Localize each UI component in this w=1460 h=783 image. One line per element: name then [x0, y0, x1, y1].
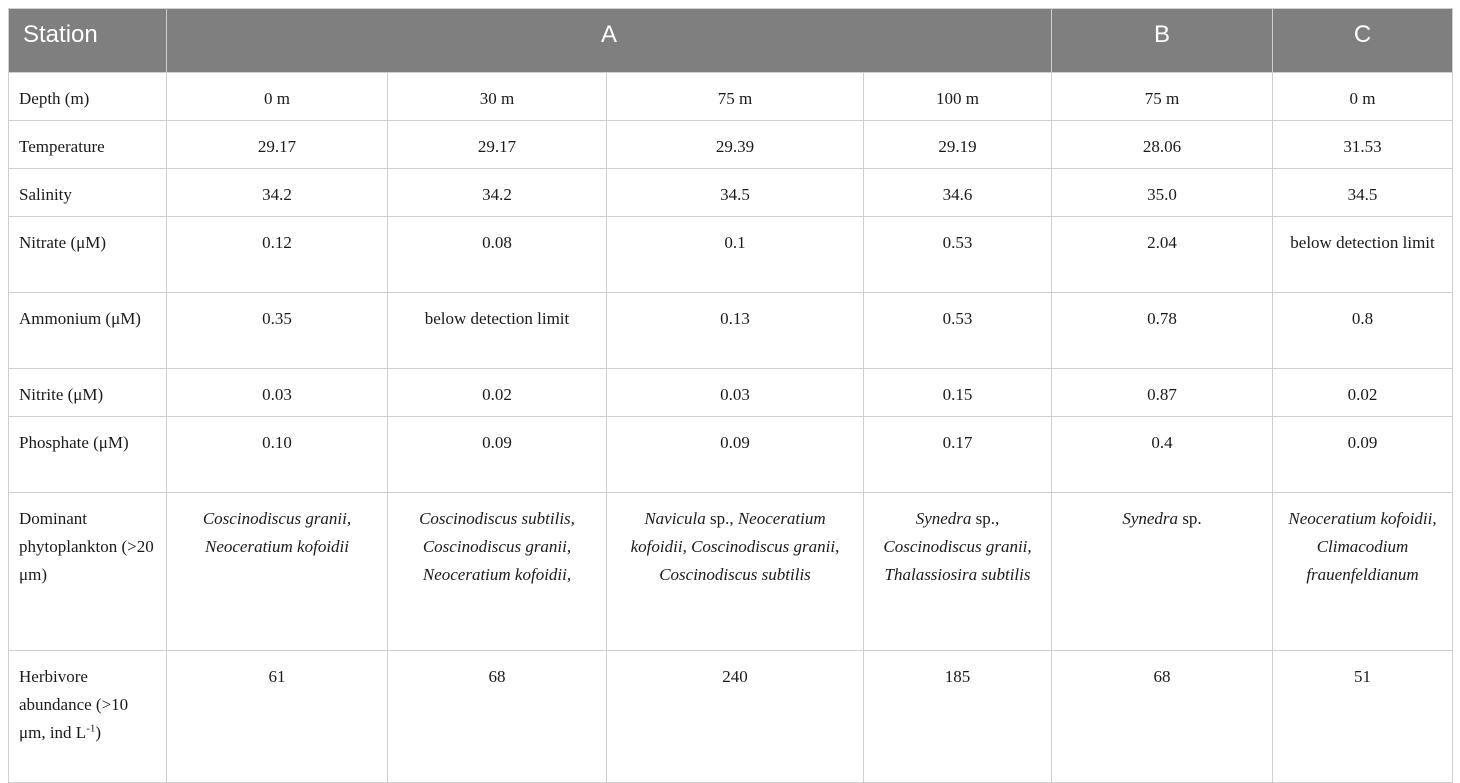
header-station-a: A	[167, 9, 1052, 73]
table-row-salinity	[9, 169, 1453, 217]
cell-value: 240	[607, 651, 864, 783]
cell-value: 68	[388, 651, 607, 783]
cell-value: 34.5	[607, 169, 864, 217]
cell-value: 0.09	[388, 417, 607, 493]
cell-value: 29.39	[607, 121, 864, 169]
cell-value: Navicula sp., Neoceratium kofoidii, Coscinodiscus granii, Coscinodiscus subtilis	[607, 493, 864, 651]
cell-value: 0.78	[1052, 293, 1273, 369]
header-row	[9, 9, 1453, 73]
row-label-text: Herbivore abundance (>10 μm, ind L	[19, 667, 129, 742]
cell-value: 0.02	[388, 369, 607, 417]
row-label: Ammonium (μM)	[9, 293, 167, 369]
cell-value: below detection limit	[1273, 217, 1453, 293]
cell-value: 31.53	[1273, 121, 1453, 169]
cell-value: 29.17	[167, 121, 388, 169]
cell-value: 0.53	[864, 293, 1052, 369]
cell-value: 0.10	[167, 417, 388, 493]
cell-value: 34.2	[167, 169, 388, 217]
table-row-depth	[9, 73, 1453, 121]
row-label: Depth (m)	[9, 73, 167, 121]
table-row-nitrite	[9, 369, 1453, 417]
cell-value: 29.19	[864, 121, 1052, 169]
cell-value: 34.2	[388, 169, 607, 217]
cell-value: 0.08	[388, 217, 607, 293]
cell-value: 34.5	[1273, 169, 1453, 217]
cell-value: below detection limit	[388, 293, 607, 369]
row-label: Nitrate (μM)	[9, 217, 167, 293]
cell-value: 28.06	[1052, 121, 1273, 169]
cell-value: 0.35	[167, 293, 388, 369]
cell-value: 100 m	[864, 73, 1052, 121]
cell-value: 0.13	[607, 293, 864, 369]
row-label	[9, 651, 167, 783]
cell-value: 0.02	[1273, 369, 1453, 417]
cell-value: 0.09	[1273, 417, 1453, 493]
cell-value: 0.17	[864, 417, 1052, 493]
cell-value: 34.6	[864, 169, 1052, 217]
cell-value: 0.8	[1273, 293, 1453, 369]
cell-value: 2.04	[1052, 217, 1273, 293]
cell-value: Neoceratium kofoidii, Climacodium frauenfeldianum	[1273, 493, 1453, 651]
cell-value: 185	[864, 651, 1052, 783]
cell-value: 0 m	[167, 73, 388, 121]
cell-value: 0.03	[607, 369, 864, 417]
cell-value: 75 m	[1052, 73, 1273, 121]
row-label-superscript: -1	[86, 722, 96, 735]
cell-value: 0.09	[607, 417, 864, 493]
cell-value: 51	[1273, 651, 1453, 783]
cell-value: Synedra sp., Coscinodiscus granii, Thalassiosira subtilis	[864, 493, 1052, 651]
cell-value: 0.87	[1052, 369, 1273, 417]
cell-value: 0.53	[864, 217, 1052, 293]
cell-value: 29.17	[388, 121, 607, 169]
cell-value: Coscinodiscus subtilis, Coscinodiscus granii, Neoceratium kofoidii,	[388, 493, 607, 651]
cell-value: 0.15	[864, 369, 1052, 417]
row-label: Phosphate (μM)	[9, 417, 167, 493]
row-label-end: )	[95, 723, 102, 742]
table-row-temperature	[9, 121, 1453, 169]
table-row-phosphate	[9, 417, 1453, 493]
header-station-b: B	[1052, 9, 1273, 73]
cell-value: 61	[167, 651, 388, 783]
table-row-nitrate	[9, 217, 1453, 293]
table-row-ammonium	[9, 293, 1453, 369]
cell-value: 30 m	[388, 73, 607, 121]
row-label: Nitrite (μM)	[9, 369, 167, 417]
table-row-phytoplankton	[9, 493, 1453, 651]
row-label: Salinity	[9, 169, 167, 217]
table-row-herbivore	[9, 651, 1453, 783]
row-label: Temperature	[9, 121, 167, 169]
cell-value: Synedra sp.	[1052, 493, 1273, 651]
cell-value: 68	[1052, 651, 1273, 783]
header-station: Station	[9, 9, 167, 73]
cell-value: 0 m	[1273, 73, 1453, 121]
station-data-table	[8, 8, 1453, 783]
cell-value: 35.0	[1052, 169, 1273, 217]
cell-value: 0.12	[167, 217, 388, 293]
cell-value: 0.4	[1052, 417, 1273, 493]
header-station-c: C	[1273, 9, 1453, 73]
row-label: Dominant phytoplankton (>20 μm)	[9, 493, 167, 651]
cell-value: 0.03	[167, 369, 388, 417]
cell-value: 75 m	[607, 73, 864, 121]
cell-value: 0.1	[607, 217, 864, 293]
cell-value: Coscinodiscus granii, Neoceratium kofoidii	[167, 493, 388, 651]
